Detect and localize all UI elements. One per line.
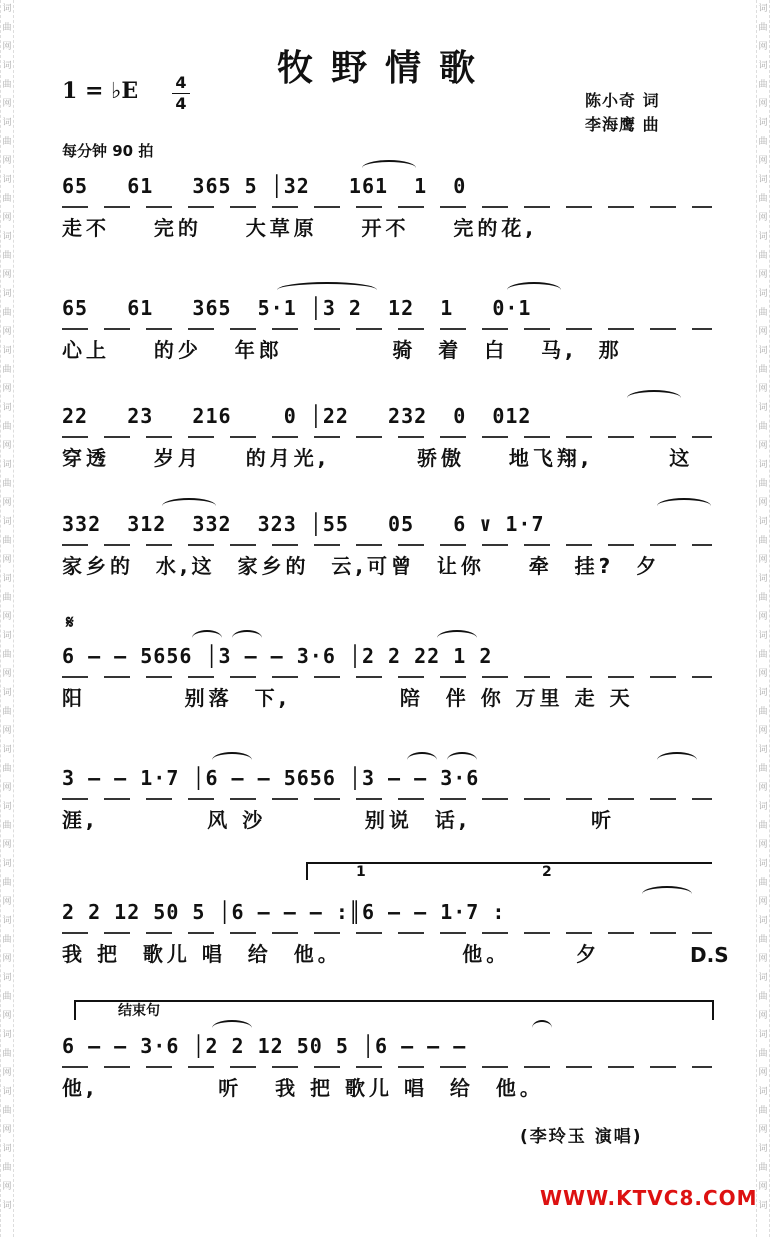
right-border-watermark: 词 曲 网 词 曲 网 词 曲 网 词 曲 网 词 曲 网 词 曲 网 词 曲 网 词 曲 网 词 曲 网 词 曲 网 词 曲 网 词 曲 网 词 曲 网 词 曲 网 词 曲 网 词 曲 网 词 曲 网 词 曲 网 词 曲 网 词 曲 网 词 曲 网 词 bbox=[756, 0, 770, 1237]
time-signature-bottom: 4 bbox=[175, 94, 187, 113]
score-row-5 bbox=[62, 630, 712, 725]
dal-segno-mark: D.S bbox=[690, 943, 729, 967]
site-watermark: WWW.KTVC8.COM bbox=[540, 1186, 758, 1210]
notes-line: 332 312 332 323 │55 05 6 ∨ 1·7 bbox=[62, 512, 545, 536]
lyrics-line: 穿透 岁月 的月光, 骄傲 地飞翔, 这 bbox=[62, 446, 694, 470]
time-signature bbox=[172, 74, 190, 113]
beat-underline bbox=[62, 798, 712, 800]
notes-line: 6 — — 5656 │3 — — 3·6 │2 2 22 1 2 bbox=[62, 644, 493, 668]
left-border-watermark: 词 曲 网 词 曲 网 词 曲 网 词 曲 网 词 曲 网 词 曲 网 词 曲 网 词 曲 网 词 曲 网 词 曲 网 词 曲 网 词 曲 网 词 曲 网 词 曲 网 词 曲 网 词 曲 网 词 曲 网 词 曲 网 词 曲 网 词 曲 网 词 曲 网 词 bbox=[0, 0, 14, 1237]
volta-2-label: 2 bbox=[542, 864, 552, 880]
score-row-7 bbox=[62, 886, 712, 981]
singer-credit: (李玲玉 演唱) bbox=[520, 1127, 643, 1147]
lyrics-line: 走不 完的 大草原 开不 完的花, bbox=[62, 216, 538, 240]
segno-sign: 𝄋 bbox=[66, 612, 74, 633]
notes-line: 65 61 365 5 │32 161 1 0 bbox=[62, 174, 467, 198]
score-row-8 bbox=[62, 1020, 712, 1115]
beat-underline bbox=[62, 206, 712, 208]
key-signature: 1 = ♭E bbox=[62, 78, 139, 104]
lyrics-line: 家乡的 水,这 家乡的 云,可曾 让你 牵 挂? 夕 bbox=[62, 554, 661, 578]
beat-underline bbox=[62, 436, 712, 438]
notes-line: 3 — — 1·7 │6 — — 5656 │3 — — 3·6 bbox=[62, 766, 480, 790]
beat-underline bbox=[62, 932, 712, 934]
beat-underline bbox=[62, 676, 712, 678]
tempo-marking: 每分钟 90 拍 bbox=[62, 142, 154, 160]
notes-line: 22 23 216 0 │22 232 0 012 bbox=[62, 404, 532, 428]
notes-line: 2 2 12 50 5 │6 — — — :║6 — — 1·7 : bbox=[62, 900, 506, 924]
lyrics-line: 我 把 歌儿 唱 给 他。 他。 夕 bbox=[62, 942, 601, 966]
lyrics-line: 心上 的少 年郎 骑 着 白 马, 那 bbox=[62, 338, 623, 362]
notes-line: 6 — — 3·6 │2 2 12 50 5 │6 — — — bbox=[62, 1034, 467, 1058]
lyrics-line: 他, 听 我 把 歌儿 唱 给 他。 bbox=[62, 1076, 544, 1100]
ending-bracket bbox=[74, 1000, 714, 1020]
lyrics-line: 阳 别落 下, 陪 伴 你 万里 走 天 bbox=[62, 686, 634, 710]
volta-bracket bbox=[306, 862, 712, 880]
composer-credit: 李海鹰 曲 bbox=[585, 115, 660, 134]
score-row-3 bbox=[62, 390, 712, 485]
score-row-6 bbox=[62, 752, 712, 847]
time-signature-top: 4 bbox=[175, 73, 187, 92]
notes-line: 65 61 365 5·1 │3 2 12 1 0·1 bbox=[62, 296, 532, 320]
beat-underline bbox=[62, 1066, 712, 1068]
ending-label: 结束句 bbox=[118, 1003, 160, 1019]
lyrics-line: 涯, 风 沙 别说 话, 听 bbox=[62, 808, 615, 832]
song-title: 牧野情歌 bbox=[276, 47, 493, 89]
beat-underline bbox=[62, 328, 712, 330]
score-row-2 bbox=[62, 282, 712, 377]
beat-underline bbox=[62, 544, 712, 546]
volta-1-label: 1 bbox=[356, 864, 366, 880]
score-row-4 bbox=[62, 498, 712, 593]
score-row-1 bbox=[62, 160, 712, 255]
lyricist-credit: 陈小奇 词 bbox=[585, 91, 660, 110]
